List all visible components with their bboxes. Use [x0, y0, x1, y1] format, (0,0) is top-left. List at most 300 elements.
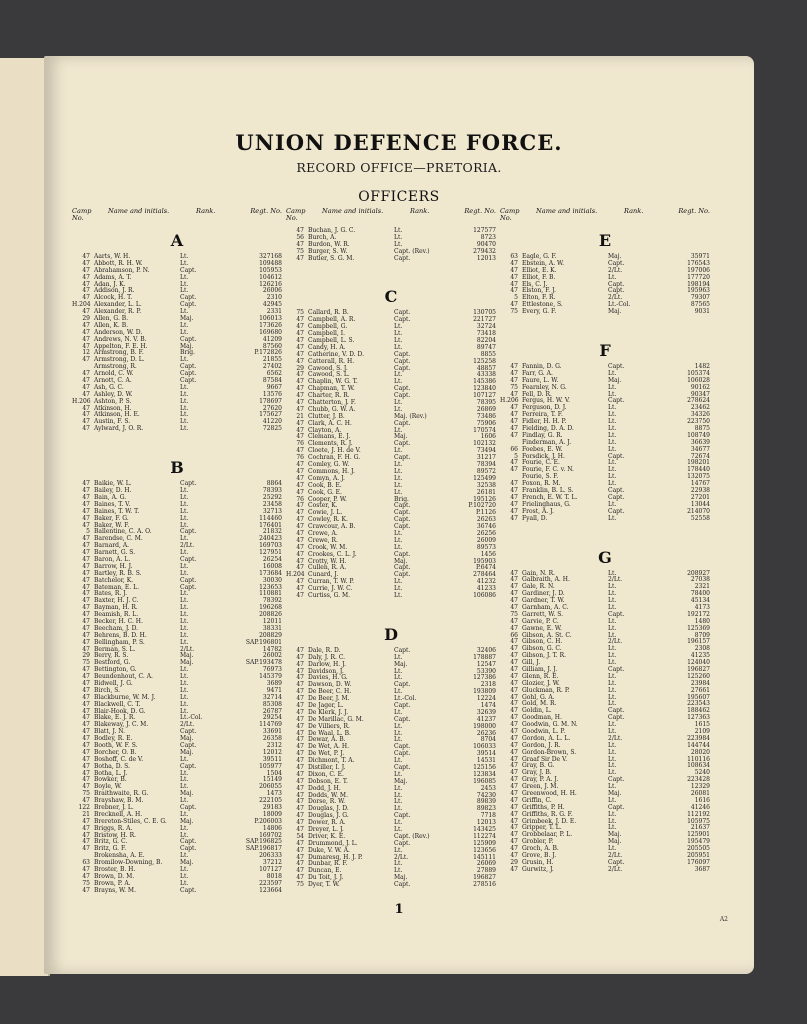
rank: Lt.	[180, 879, 189, 887]
rank: Capt.	[180, 583, 197, 591]
rank: Lt.-Col.	[608, 301, 631, 309]
regt-no: P.1126	[476, 509, 496, 517]
camp-no: 47	[510, 824, 518, 832]
regt-no: 110881	[259, 590, 282, 598]
rank: Capt.	[180, 886, 197, 894]
officer-name: Elliot, E. K.	[522, 266, 557, 274]
rank: Lt.	[180, 390, 189, 398]
regt-no: 73494	[476, 447, 496, 455]
camp-no: 29	[296, 364, 304, 372]
officer-name: Gawne, E. W.	[522, 624, 562, 632]
rank: Capt.	[608, 610, 625, 618]
rank: Maj.	[180, 652, 194, 660]
camp-no: 47	[510, 659, 518, 667]
rank: Lt.	[608, 762, 617, 770]
officer-name: Cullen, R. A.	[308, 564, 347, 572]
officer-name: Crook, W. M.	[308, 543, 348, 551]
regt-no: 196085	[473, 777, 496, 785]
rank: Lt.	[394, 371, 403, 379]
camp-no: 47	[510, 301, 518, 309]
camp-no: 47	[82, 769, 90, 777]
officer-column-1	[72, 208, 282, 895]
regt-no: 114769	[259, 721, 282, 729]
regt-no: 34326	[690, 411, 710, 419]
regt-no: 31217	[476, 454, 496, 462]
rank: Lt.	[394, 722, 403, 730]
regt-no: 8723	[480, 233, 496, 241]
regt-no: 21637	[690, 824, 710, 832]
officer-name: Armstrong, R.	[94, 363, 137, 371]
camp-no: 47	[82, 542, 90, 550]
officer-name: Ashton, P. S.	[94, 397, 132, 405]
rank: Lt.	[608, 431, 617, 439]
officer-name: Gain, N. R.	[522, 569, 556, 577]
regt-no: 45134	[690, 597, 710, 605]
officer-name: Els, C. J.	[522, 280, 548, 288]
officer-name: Fergus, H. W. V.	[522, 397, 571, 405]
regt-no: 208826	[259, 611, 282, 619]
regt-no: 278464	[473, 571, 496, 579]
regt-no: 12329	[690, 783, 710, 791]
officer-name: Coster, K.	[308, 502, 338, 510]
rank: Capt.	[394, 681, 411, 689]
camp-no: 47	[296, 701, 304, 709]
camp-no: 47	[510, 734, 518, 742]
officer-name: Gray, P. A. J.	[522, 776, 559, 784]
officer-name: Gill, J.	[522, 659, 541, 667]
officer-name: Birch, S.	[94, 686, 121, 694]
camp-no: 47	[82, 755, 90, 763]
camp-no: 47	[82, 535, 90, 543]
camp-no: 47	[82, 521, 90, 529]
camp-no: 47	[296, 240, 304, 248]
regt-no: 175627	[259, 411, 282, 419]
regt-no: 279432	[473, 247, 496, 255]
officer-name: Grimbeek, J. D. E.	[522, 817, 577, 825]
camp-no: 47	[510, 665, 518, 673]
regt-no: 8875	[694, 425, 710, 433]
officer-name: Berman, S. L.	[94, 645, 136, 653]
rank: Lt.	[180, 673, 189, 681]
camp-no: 47	[296, 819, 304, 827]
officer-name: Campbell, L. S.	[308, 337, 355, 345]
camp-no: 47	[510, 363, 518, 371]
rank: Lt.	[394, 536, 403, 544]
rank: Lt.	[394, 578, 403, 586]
officer-name: Armstrong, D. L.	[94, 356, 145, 364]
officer-name: Grusin, H.	[522, 858, 554, 866]
officer-name: Garnham, A. C.	[522, 603, 569, 611]
regt-no: 9667	[266, 383, 282, 391]
regt-no: 12224	[476, 695, 496, 703]
officer-name: Franklin, B. L. S.	[522, 487, 574, 495]
rank: Lt.	[608, 480, 617, 488]
rank: Capt.	[608, 714, 625, 722]
camp-no: 47	[296, 426, 304, 434]
officer-name: Curran, T. W. P.	[308, 578, 355, 586]
officer-name: Baines, T. V.	[94, 500, 131, 508]
camp-no: 47	[82, 824, 90, 832]
letter-heading: C	[384, 287, 398, 307]
camp-no: 47	[82, 611, 90, 619]
regt-no: 41220	[262, 418, 282, 426]
camp-no: 47	[82, 253, 90, 260]
officer-name: Graaf Sir De V.	[522, 755, 568, 763]
rank: Lt.	[180, 679, 189, 687]
camp-no: 47	[296, 330, 304, 338]
camp-no: 47	[510, 617, 518, 625]
camp-no: 47	[510, 741, 518, 749]
officer-name: Addison, J. R.	[94, 287, 135, 295]
camp-no: 47	[296, 481, 304, 489]
camp-no: 47	[82, 638, 90, 646]
camp-no: 47	[82, 576, 90, 584]
camp-no: 47	[296, 784, 304, 792]
regt-no: 89573	[476, 543, 496, 551]
officer-name: Bromilow-Downing, B.	[94, 859, 163, 867]
officer-name: Dichmont, T. A.	[308, 757, 355, 765]
officer-name: Davies, H. G.	[308, 674, 348, 682]
officer-name: Dawson, D. W.	[308, 681, 352, 689]
regt-no: 26358	[262, 735, 282, 743]
camp-no: 47	[510, 390, 518, 398]
regt-no: 29183	[262, 804, 282, 812]
rank: Lt.	[394, 343, 403, 351]
officer-name: Groch, A. B.	[522, 845, 559, 853]
camp-no: 75	[510, 308, 518, 316]
regt-no: 221727	[473, 316, 496, 324]
officer-name: Crawcour, A. B.	[308, 523, 356, 531]
regt-no: 2318	[480, 681, 496, 689]
camp-no: 29	[82, 652, 90, 660]
camp-no: 122	[78, 804, 90, 812]
camp-no: 47	[82, 762, 90, 770]
officer-name: Baxter, H. J. C.	[94, 597, 139, 605]
regt-no: 27038	[690, 576, 710, 584]
regt-no: 38331	[262, 624, 282, 632]
camp-no: 47	[510, 796, 518, 804]
rank: Lt.	[394, 405, 403, 413]
regt-no: 78395	[476, 399, 496, 407]
rank: Lt.	[608, 603, 617, 611]
regt-no: 27889	[476, 867, 496, 875]
rank: Lt.	[394, 426, 403, 434]
officer-name: Fearnley, N. G.	[522, 383, 567, 391]
rank: Capt.	[394, 571, 411, 579]
rank: Lt.	[180, 562, 189, 570]
officer-name: Britz, G. F.	[94, 845, 127, 853]
officer-name: Burger, S. W.	[308, 247, 348, 255]
regt-no: 112192	[687, 810, 710, 818]
rank: Lt.	[394, 467, 403, 475]
regt-no: 1616	[694, 796, 710, 804]
regt-no: 125258	[473, 357, 496, 365]
camp-no: 47	[296, 371, 304, 379]
regt-no: 278624	[687, 397, 710, 405]
rank: Maj.	[180, 790, 194, 798]
regt-no: 2321	[694, 583, 710, 591]
camp-no: 75	[510, 610, 518, 618]
camp-no: 47	[296, 523, 304, 531]
regt-no: 73486	[476, 412, 496, 420]
camp-no: 47	[82, 404, 90, 412]
camp-no: 47	[82, 425, 90, 433]
regt-no: 41233	[476, 585, 496, 593]
regt-no: 82204	[476, 337, 496, 345]
regt-no: 2308	[694, 645, 710, 653]
officer-name: Aylward, J. O. R.	[94, 425, 144, 433]
roster-row	[72, 426, 282, 433]
officer-name: Gibson, A. St. C.	[522, 631, 572, 639]
rank: Lt.	[608, 383, 617, 391]
rank: Lt.	[180, 872, 189, 880]
camp-no: 47	[510, 714, 518, 722]
regt-no: 126216	[259, 280, 282, 288]
camp-no: 76	[296, 495, 304, 503]
regt-no: 223984	[687, 734, 710, 742]
camp-no: 47	[296, 461, 304, 469]
regt-no: 26263	[476, 516, 496, 524]
rank: Lt.	[608, 783, 617, 791]
camp-no: 47	[510, 865, 518, 873]
rank: Lt.	[394, 729, 403, 737]
camp-no: 47	[296, 729, 304, 737]
rank: Capt.	[608, 776, 625, 784]
camp-no: 66	[510, 445, 518, 453]
rank: Lt.	[394, 688, 403, 696]
rank: Capt.	[180, 528, 197, 536]
officer-name: Bestford, G.	[94, 659, 131, 667]
officer-name: Gray, B. G.	[522, 762, 555, 770]
camp-no: 47	[296, 378, 304, 386]
camp-no: 21	[296, 412, 304, 420]
officer-name: Currie, J. W. C.	[308, 585, 353, 593]
camp-no: 75	[82, 790, 90, 798]
camp-no: 47	[510, 700, 518, 708]
rank: Capt.	[394, 440, 411, 448]
officer-name: Gohl, G. A.	[522, 693, 555, 701]
rank: Capt.	[394, 646, 411, 654]
regt-no: 112274	[473, 832, 496, 840]
regt-no: 169680	[259, 328, 282, 336]
camp-no: 47	[296, 399, 304, 407]
regt-no: 123664	[259, 886, 282, 894]
rank: Maj.	[608, 790, 622, 797]
officer-name: Fielding, D. A. D.	[522, 425, 574, 433]
rank: Lt.	[394, 819, 403, 827]
regt-no: 29254	[262, 714, 282, 722]
officer-name: Boyle, W.	[94, 783, 122, 791]
officer-name: Armstrong, B. F.	[94, 349, 144, 357]
rank: Capt.	[394, 715, 411, 723]
officer-name: Blackwell, C. T.	[94, 700, 141, 708]
rank: Maj.	[608, 376, 622, 384]
camp-no: 47	[82, 714, 90, 722]
camp-no: 47	[296, 722, 304, 730]
camp-no: 47	[82, 308, 90, 316]
regt-no: 90470	[476, 240, 496, 248]
officer-name: Baron, A. L.	[94, 555, 131, 563]
camp-no: 47	[82, 569, 90, 577]
rank: Capt.	[394, 316, 411, 324]
rank: Capt.	[394, 454, 411, 462]
rank: Maj.	[394, 557, 408, 565]
camp-no: 47	[510, 652, 518, 660]
rank: Lt.	[394, 736, 403, 744]
camp-no: 47	[296, 447, 304, 455]
officer-name: Barnett, G. S.	[94, 549, 136, 557]
camp-no: 47	[296, 853, 304, 861]
camp-no: 47	[510, 583, 518, 591]
camp-no: 47	[296, 757, 304, 765]
regt-no: 34677	[690, 445, 710, 453]
rank: Lt.	[394, 846, 403, 854]
rank: Lt.	[394, 337, 403, 345]
regt-no: 106086	[473, 591, 496, 599]
rank: Lt.	[180, 507, 189, 515]
officer-name: Findlay, G. R.	[522, 431, 563, 439]
regt-no: 206055	[259, 783, 282, 791]
officer-name: French, E. W. T. L.	[522, 493, 578, 501]
regt-no: 197006	[687, 266, 710, 274]
officer-name: Glozier, J. W.	[522, 679, 560, 687]
regt-no: 12012	[262, 748, 282, 756]
camp-no: 47	[510, 672, 518, 680]
regt-no: 143425	[473, 826, 496, 834]
officer-name: Chubb, G. W. A.	[308, 405, 356, 413]
officer-name: Appelton, F. E. H.	[94, 342, 148, 350]
officer-name: Eagle, G. F.	[522, 253, 557, 260]
letter-heading: G	[598, 547, 612, 567]
rank: Capt. (Rev.)	[394, 832, 430, 840]
rank: Lt.	[180, 253, 189, 260]
rank: Lt.	[180, 411, 189, 419]
camp-no: 47	[296, 385, 304, 393]
regt-no: 26006	[262, 287, 282, 295]
regt-no: 169703	[259, 542, 282, 550]
officer-name: Grobler, P.	[522, 838, 554, 846]
regt-no: 41232	[476, 578, 496, 586]
regt-no: 32713	[262, 507, 282, 515]
camp-no: 47	[296, 764, 304, 771]
rank: Capt.	[608, 259, 625, 267]
officer-name: Adan, J. K.	[94, 280, 126, 288]
camp-no: 47	[82, 597, 90, 605]
rank: Lt.	[180, 797, 189, 805]
page-number: 1	[394, 902, 404, 917]
officer-name: Dower, R. A.	[308, 819, 346, 827]
group-spacer	[286, 600, 496, 622]
officer-name: Comyn, A. J.	[308, 474, 345, 482]
officer-name: Bain, A. G.	[94, 493, 127, 501]
rank: Lt.	[180, 321, 189, 329]
officer-name: Gibson, J. T. R.	[522, 652, 567, 660]
rank: Lt.	[608, 418, 617, 426]
camp-no: 47	[296, 750, 304, 758]
officer-name: Alexander, L. L.	[94, 301, 142, 309]
corner-mark: A2	[719, 916, 728, 923]
camp-no: 47	[510, 603, 518, 611]
camp-no: 47	[510, 776, 518, 784]
camp-no: 29	[510, 858, 518, 866]
rank: Maj.	[608, 308, 622, 316]
regt-no: 5240	[694, 769, 710, 777]
rank: Lt.	[394, 240, 403, 248]
rank: Maj.	[394, 874, 408, 882]
officer-name: Gordon, J. R.	[522, 741, 561, 749]
officer-name: Grobbelaar, P. L.	[522, 831, 573, 839]
regt-no: 177720	[687, 273, 710, 281]
officer-name: Goldin, L.	[522, 707, 552, 715]
officer-name: Gilliam, J. J.	[522, 665, 558, 673]
camp-no: 47	[510, 411, 518, 419]
rank: Capt.	[608, 803, 625, 811]
rank: Lt.	[180, 549, 189, 557]
regt-no: 78400	[690, 590, 710, 598]
regt-no: 223543	[687, 700, 710, 708]
rank: Capt.	[394, 701, 411, 709]
camp-no: 47	[296, 839, 304, 847]
officer-name: Blatt, J. N.	[94, 728, 126, 736]
regt-no: 90347	[690, 390, 710, 398]
officer-name: Batchelor, K.	[94, 576, 134, 584]
regt-no: 145379	[259, 673, 282, 681]
roster-row	[286, 882, 496, 889]
rank: Lt.	[608, 273, 617, 281]
officer-name: Elton, F. R.	[522, 294, 556, 302]
camp-no: 47	[296, 474, 304, 482]
regt-no: 1504	[266, 769, 282, 777]
officer-name: Ballentine, C. A. O.	[94, 528, 152, 536]
rank: Lt.	[180, 700, 189, 708]
rank: Capt.	[394, 385, 411, 393]
rank: Lt.	[394, 323, 403, 331]
camp-no: 47	[82, 321, 90, 329]
camp-no: 5	[86, 528, 90, 536]
regt-no: 7718	[480, 812, 496, 820]
rank: Lt.	[394, 667, 403, 675]
letter-heading: D	[384, 624, 398, 644]
camp-no: 47	[82, 817, 90, 825]
regt-no: 72674	[690, 452, 710, 460]
regt-no: 12013	[476, 254, 496, 262]
camp-no: 47	[296, 846, 304, 854]
camp-no: 47	[82, 549, 90, 557]
rank: Maj.	[180, 659, 194, 667]
camp-no: H.206	[500, 397, 519, 405]
regt-no: 106033	[473, 743, 496, 751]
officer-name: Callard, R. B.	[308, 309, 349, 317]
camp-no: 47	[82, 686, 90, 694]
camp-no: 47	[510, 597, 518, 605]
rank: Lt.	[394, 529, 403, 537]
rank: Capt.	[394, 812, 411, 820]
rank: Lt.	[608, 473, 617, 481]
officer-name: De Beer, J. M.	[308, 695, 350, 703]
camp-no: 47	[296, 681, 304, 689]
officer-name: Greenwood, H. H.	[522, 790, 577, 797]
officer-name: Driver, K. E.	[308, 832, 346, 840]
camp-no: 47	[296, 433, 304, 441]
rank: Lt.	[608, 590, 617, 598]
camp-no: 47	[82, 617, 90, 625]
camp-no: 47	[296, 543, 304, 551]
regt-no: 105953	[259, 266, 282, 274]
rank: 2/Lt.	[608, 734, 623, 742]
camp-no: 47	[296, 536, 304, 544]
officer-name: Burdon, W. R.	[308, 240, 350, 248]
camp-no: 47	[510, 755, 518, 763]
